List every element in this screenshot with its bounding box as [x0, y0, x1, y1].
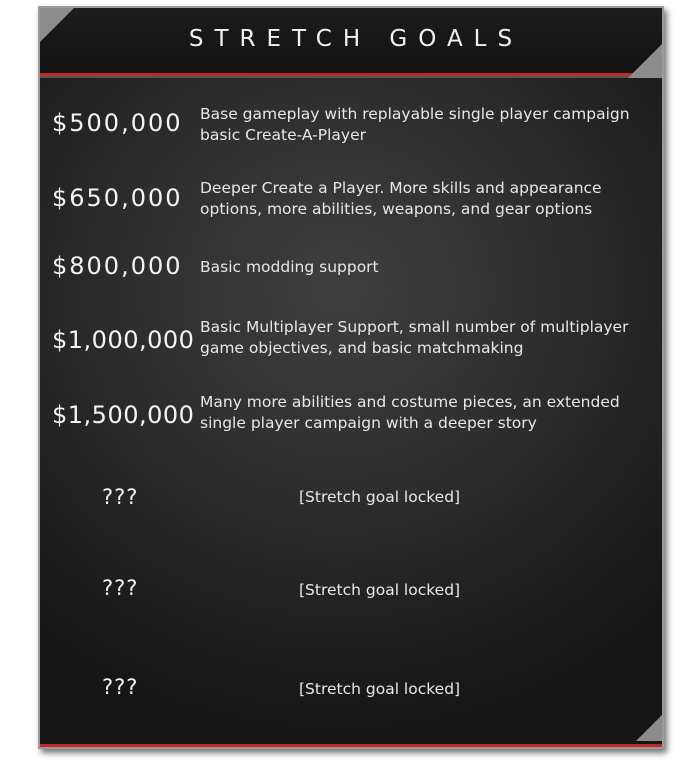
locked-goal-text-1: [Stretch goal locked] — [299, 488, 461, 506]
corner-accent-top-left — [40, 8, 74, 42]
locked-goal-text-2: [Stretch goal locked] — [299, 581, 461, 599]
page-title: STRETCH GOALS — [188, 26, 524, 52]
stretch-goals-panel — [38, 6, 664, 749]
header-shadow-line — [40, 76, 662, 78]
goal-amount-3: $800,000 — [52, 252, 183, 280]
locked-goal-amount-2: ??? — [102, 576, 139, 600]
locked-goal-amount-1: ??? — [102, 485, 139, 509]
goal-description-2: Deeper Create a Player. More skills and appearance options, more abilities, weapons, and gear options — [200, 179, 602, 218]
corner-accent-bottom-right — [636, 715, 662, 741]
goal-amount-5: $1,500,000 — [52, 401, 195, 429]
goal-amount-4: $1,000,000 — [52, 326, 195, 354]
goal-description-3: Basic modding support — [200, 258, 379, 276]
goal-description-1: Base gameplay with replayable single player campaign basic Create-A-Player — [200, 105, 630, 144]
locked-goal-amount-3: ??? — [102, 675, 139, 699]
goal-amount-2: $650,000 — [52, 184, 183, 212]
goal-amount-1: $500,000 — [52, 109, 183, 137]
header-bar — [40, 8, 662, 76]
footer-divider — [40, 744, 662, 747]
locked-goal-text-3: [Stretch goal locked] — [299, 680, 461, 698]
corner-accent-top-right — [628, 44, 662, 78]
goal-description-4: Basic Multiplayer Support, small number of multiplayer game objectives, and basic matchmaking — [200, 318, 629, 357]
goal-description-5: Many more abilities and costume pieces, an extended single player campaign with a deeper story — [200, 393, 620, 432]
